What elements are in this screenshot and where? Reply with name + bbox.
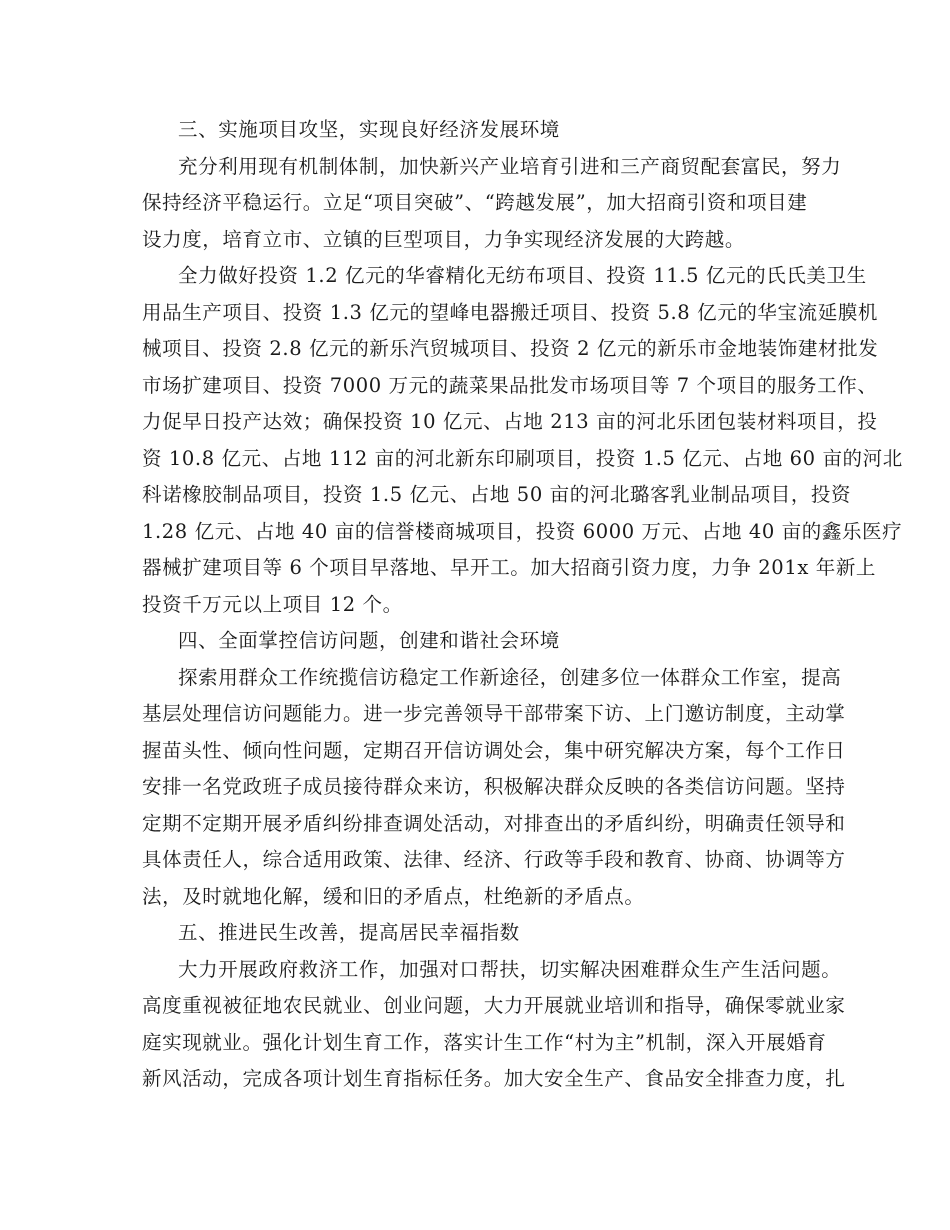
paragraph-line: 全力做好投资 1.2 亿元的华睿精化无纺布项目、投资 11.5 亿元的氏氏美卫生 [178, 264, 867, 287]
paragraph-line: 具体责任人，综合适用政策、法律、经济、行政等手段和教育、协商、协调等方 [142, 848, 846, 871]
section-heading-5: 五、推进民生改善，提高居民幸福指数 [178, 921, 520, 944]
paragraph-line: 用品生产项目、投资 1.3 亿元的望峰电器搬迁项目、投资 5.8 亿元的华宝流延膜机 [142, 300, 879, 324]
paragraph-line: 定期不定期开展矛盾纠纷排查调处活动，对排查出的矛盾纠纷，明确责任领导和 [142, 811, 846, 835]
paragraph-line: 1.28 亿元、占地 40 亩的信誉楼商城项目，投资 6000 万元、占地 40 亩的鑫乐医疗 [142, 519, 903, 543]
paragraph-line: 高度重视被征地农民就业、创业问题，大力开展就业培训和指导，确保零就业家 [142, 994, 846, 1017]
paragraph-line: 设力度，培育立市、立镇的巨型项目，力争实现经济发展的大跨越。 [142, 227, 746, 251]
paragraph-line: 保持经济平稳运行。立足“项目突破”、“跨越发展”，加大招商引资和项目建 [142, 191, 808, 214]
paragraph-line: 充分利用现有机制体制，加快新兴产业培育引进和三产商贸配套富民，努力 [178, 154, 842, 178]
paragraph-line: 市场扩建项目、投资 7000 万元的蔬菜果品批发市场项目等 7 个项目的服务工作、 [142, 373, 878, 397]
paragraph-line: 安排一名党政班子成员接待群众来访，积极解决群众反映的各类信访问题。坚持 [142, 775, 846, 798]
paragraph-line: 械项目、投资 2.8 亿元的新乐汽贸城项目、投资 2 亿元的新乐市金地装饰建材批发 [142, 337, 879, 360]
section-heading-4: 四、全面掌控信访问题，创建和谐社会环境 [178, 629, 560, 652]
paragraph-line: 法，及时就地化解，缓和旧的矛盾点，杜绝新的矛盾点。 [142, 884, 645, 908]
paragraph-line: 新风活动，完成各项计划生育指标任务。加大安全生产、食品安全排查力度，扎 [142, 1067, 846, 1090]
paragraph-line: 探索用群众工作统揽信访稳定工作新途径，创建多位一体群众工作室，提高 [178, 665, 842, 689]
paragraph-line: 科诺橡胶制品项目，投资 1.5 亿元、占地 50 亩的河北璐客乳业制品项目，投资 [142, 483, 852, 506]
paragraph-line: 力促早日投产达效；确保投资 10 亿元、占地 213 亩的河北乐团包装材料项目，投 [142, 410, 878, 433]
paragraph-line: 器械扩建项目等 6 个项目早落地、早开工。加大招商引资力度，力争 201x 年新上 [142, 556, 877, 579]
paragraph-line: 投资千万元以上项目 12 个。 [142, 592, 403, 616]
paragraph-line: 大力开展政府救济工作，加强对口帮扶，切实解决困难群众生产生活问题。 [178, 957, 842, 981]
paragraph-line: 资 10.8 亿元、占地 112 亩的河北新东印刷项目，投资 1.5 亿元、占地 60 亩的河北 [142, 446, 903, 470]
paragraph-line: 基层处理信访问题能力。进一步完善领导干部带案下访、上门邀访制度，主动掌 [142, 702, 846, 725]
paragraph-line: 握苗头性、倾向性问题，定期召开信访调处会，集中研究解决方案，每个工作日 [142, 738, 846, 762]
section-heading-3: 三、实施项目攻坚，实现良好经济发展环境 [178, 118, 560, 141]
paragraph-line: 庭实现就业。强化计划生育工作，落实计生工作“村为主”机制，深入开展婚育 [142, 1030, 827, 1054]
